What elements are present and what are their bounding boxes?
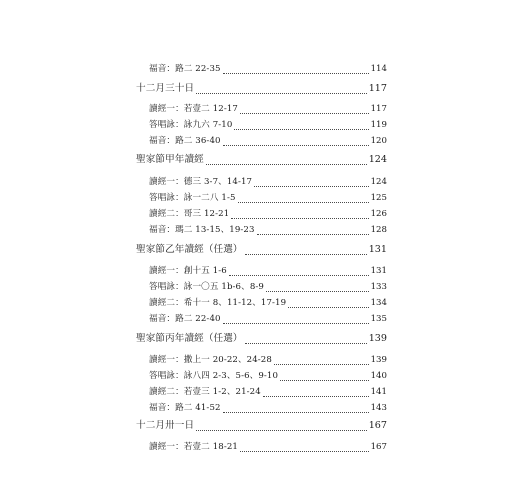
toc-page-number: 128 xyxy=(370,225,387,235)
toc-entry-label: 讀經一：若壹二 12-17 xyxy=(149,104,238,114)
toc-page-number: 117 xyxy=(370,104,387,114)
toc-entry[interactable] xyxy=(149,311,387,327)
dot-leader xyxy=(245,254,367,255)
dot-leader xyxy=(223,323,369,324)
toc-page-number: 141 xyxy=(370,387,387,397)
toc-entry[interactable] xyxy=(149,61,387,77)
toc-page-number: 131 xyxy=(368,244,387,255)
toc-section-heading[interactable] xyxy=(136,81,387,97)
toc-section-label: 聖家節丙年讀經（任選） xyxy=(136,333,243,344)
dot-leader xyxy=(206,164,367,165)
toc-entry-label: 福音：路二 36-40 xyxy=(149,136,221,146)
toc-section-label: 聖家節甲年讀經 xyxy=(136,154,204,165)
dot-leader xyxy=(234,129,368,130)
toc-page-number: 117 xyxy=(368,83,387,94)
dot-leader xyxy=(196,430,367,431)
toc-page-number: 114 xyxy=(370,64,387,74)
toc-entry[interactable] xyxy=(149,101,387,117)
dot-leader xyxy=(288,307,368,308)
dot-leader xyxy=(274,364,369,365)
dot-leader xyxy=(240,451,369,452)
dot-leader xyxy=(238,202,369,203)
toc-entry-label: 答唱詠：詠九六 7-10 xyxy=(149,120,233,130)
toc-entry[interactable] xyxy=(149,222,387,238)
dot-leader xyxy=(254,186,368,187)
toc-page-number: 133 xyxy=(370,282,387,292)
toc-page-number: 126 xyxy=(370,209,387,219)
toc-entry[interactable] xyxy=(149,133,387,149)
toc-page-number: 167 xyxy=(370,442,387,452)
dot-leader xyxy=(196,93,367,94)
toc-page-number: 120 xyxy=(370,136,387,146)
dot-leader xyxy=(280,380,369,381)
toc-page-number: 139 xyxy=(368,333,387,344)
toc-page-number: 124 xyxy=(370,177,387,187)
toc-entry[interactable] xyxy=(149,174,387,190)
toc-entry[interactable] xyxy=(149,439,387,455)
toc-page-number: 139 xyxy=(370,355,387,365)
toc-section-heading[interactable] xyxy=(136,331,387,347)
toc-page-number: 125 xyxy=(370,193,387,203)
toc-entry-label: 福音：瑪二 13-15、19-23 xyxy=(149,225,255,235)
toc-entry-label: 讀經一：若壹二 18-21 xyxy=(149,442,238,452)
toc-page-number: 140 xyxy=(370,371,387,381)
toc-entry-label: 讀經一：創十五 1-6 xyxy=(149,266,227,276)
toc-entry-label: 福音：路二 22-35 xyxy=(149,64,221,74)
toc-section-heading[interactable] xyxy=(136,242,387,258)
toc-section-label: 十二月三十日 xyxy=(136,83,195,94)
toc-section-label: 十二月卅一日 xyxy=(136,420,195,431)
toc-page-number: 135 xyxy=(370,314,387,324)
toc-entry-label: 讀經二：若壹三 1-2、21-24 xyxy=(149,387,261,397)
toc-entry[interactable] xyxy=(149,368,387,384)
toc-section-heading[interactable] xyxy=(136,418,387,434)
toc-entry-label: 讀經二：哥三 12-21 xyxy=(149,209,230,219)
toc-entry[interactable] xyxy=(149,295,387,311)
toc-section-label: 聖家節乙年讀經（任選） xyxy=(136,244,243,255)
dot-leader xyxy=(257,234,369,235)
toc-entry-label: 答唱詠：詠一二八 1-5 xyxy=(149,193,236,203)
dot-leader xyxy=(223,145,369,146)
toc-entry[interactable] xyxy=(149,117,387,133)
dot-leader xyxy=(231,218,368,219)
dot-leader xyxy=(240,113,369,114)
toc-entry[interactable] xyxy=(149,206,387,222)
dot-leader xyxy=(245,343,367,344)
toc-entry[interactable] xyxy=(149,400,387,416)
toc-page-number: 119 xyxy=(370,120,387,130)
toc-entry-label: 讀經一：撒上一 20-22、24-28 xyxy=(149,355,272,365)
toc-entry-label: 答唱詠：詠一〇五 1b-6、8-9 xyxy=(149,282,264,292)
toc-entry[interactable] xyxy=(149,279,387,295)
dot-leader xyxy=(263,396,369,397)
toc-entry-label: 答唱詠：詠八四 2-3、5-6、9-10 xyxy=(149,371,279,381)
toc-entry-label: 福音：路二 22-40 xyxy=(149,314,221,324)
dot-leader xyxy=(229,275,369,276)
toc-section-heading[interactable] xyxy=(136,152,387,168)
toc-page-number: 143 xyxy=(370,403,387,413)
toc-entry-label: 福音：路二 41-52 xyxy=(149,403,221,413)
toc-entry-label: 讀經一：德三 3-7、14-17 xyxy=(149,177,253,187)
toc-page-number: 134 xyxy=(370,298,387,308)
dot-leader xyxy=(223,412,369,413)
toc-entry[interactable] xyxy=(149,190,387,206)
toc-entry[interactable] xyxy=(149,384,387,400)
dot-leader xyxy=(223,73,369,74)
toc-entry[interactable] xyxy=(149,263,387,279)
dot-leader xyxy=(266,291,369,292)
toc-page-number: 131 xyxy=(370,266,387,276)
toc-page-number: 124 xyxy=(368,154,387,165)
toc-entry-label: 讀經二：希十一 8、11-12、17-19 xyxy=(149,298,287,308)
toc-entry[interactable] xyxy=(149,352,387,368)
toc-page-number: 167 xyxy=(368,420,387,431)
